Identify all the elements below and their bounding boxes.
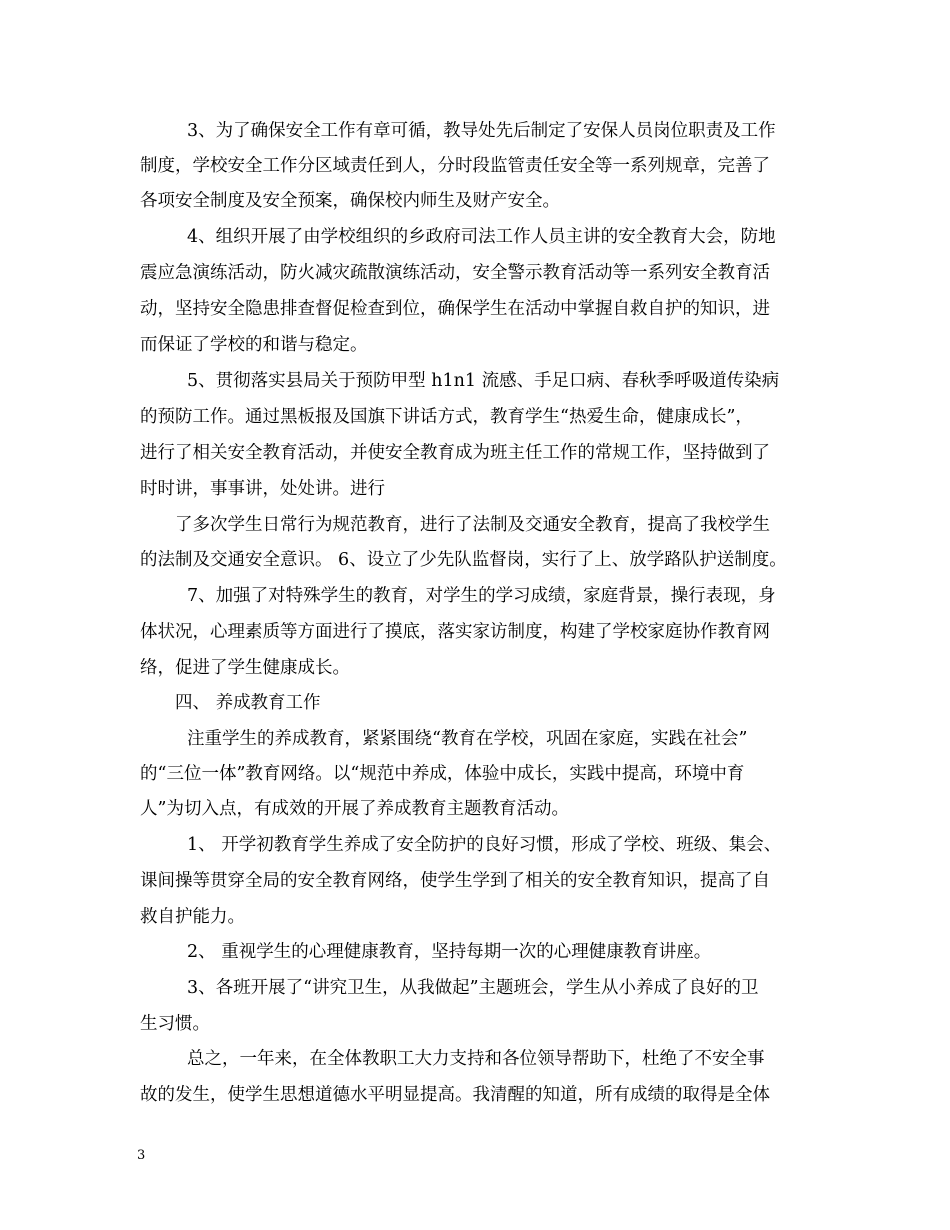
text-line: 制度，学校安全工作分区域责任到人，分时段监管责任安全等一系列规章，完善了 <box>140 156 770 176</box>
text-line: 各项安全制度及安全预案，确保校内师生及财产安全。 <box>140 191 560 211</box>
text-line: 3、各班开展了“讲究卫生，从我做起”主题班会，学生从小养成了良好的卫 <box>187 978 759 998</box>
text-line: 救自护能力。 <box>140 907 245 927</box>
section-heading: 四、 养成教育工作 <box>175 693 321 713</box>
text-line: 7、加强了对特殊学生的教育，对学生的学习成绩，家庭背景，操行表现，身 <box>187 586 776 606</box>
text-line: 3、为了确保安全工作有章可循，教导处先后制定了安保人员岗位职责及工作 <box>187 121 776 141</box>
text-line: 震应急演练活动，防火减灾疏散演练活动，安全警示教育活动等一系列安全教育活 <box>140 263 770 283</box>
text-line: 故的发生，使学生思想道德水平明显提高。我清醒的知道，所有成绩的取得是全体 <box>140 1085 770 1105</box>
text-line: 动，坚持安全隐患排查督促检查到位，确保学生在活动中掌握自救自护的知识，进 <box>140 299 770 319</box>
text-line: 总之，一年来，在全体教职工大力支持和各位领导帮助下，杜绝了不安全事 <box>187 1049 765 1069</box>
text-line: 注重学生的养成教育，紧紧围绕“教育在学校，巩固在家庭，实践在社会” <box>187 729 748 749</box>
text-line: 进行了相关安全教育活动，并使安全教育成为班主任工作的常规工作，坚持做到了 <box>140 443 770 463</box>
text-line: 体状况，心理素质等方面进行了摸底，落实家访制度，构建了学校家庭协作教育网 <box>140 622 770 642</box>
text-line: 而保证了学校的和谐与稳定。 <box>140 335 368 355</box>
text-line: 5、贯彻落实县局关于预防甲型 h1n1 流感、手足口病、春秋季呼吸道传染病 <box>187 371 780 391</box>
text-line: 时时讲，事事讲，处处讲。进行 <box>140 479 385 499</box>
text-line: 1、 开学初教育学生养成了安全防护的良好习惯，形成了学校、班级、集会、 <box>187 835 782 855</box>
text-line: 的预防工作。通过黑板报及国旗下讲话方式，教育学生“热爱生命，健康成长”， <box>140 407 753 427</box>
text-line: 4、组织开展了由学校组织的乡政府司法工作人员主讲的安全教育大会，防地 <box>187 227 776 247</box>
text-line: 生习惯。 <box>140 1014 210 1034</box>
text-line: 2、 重视学生的心理健康教育，坚持每期一次的心理健康教育讲座。 <box>187 942 712 962</box>
text-line: 人”为切入点，有成效的开展了养成教育主题教育活动。 <box>140 799 569 819</box>
text-line: 了多次学生日常行为规范教育，进行了法制及交通安全教育，提高了我校学生 <box>175 515 770 535</box>
page-number: 3 <box>137 1148 146 1163</box>
text-line: 络，促进了学生健康成长。 <box>140 658 350 678</box>
text-line: 的法制及交通安全意识。 6、设立了少先队监督岗，实行了上、放学路队护送制度。 <box>140 550 787 570</box>
text-line: 的“三位一体”教育网络。以“规范中养成，体验中成长，实践中提高，环境中育 <box>140 764 745 784</box>
text-line: 课间操等贯穿全局的安全教育网络，使学生学到了相关的安全教育知识，提高了自 <box>140 871 770 891</box>
